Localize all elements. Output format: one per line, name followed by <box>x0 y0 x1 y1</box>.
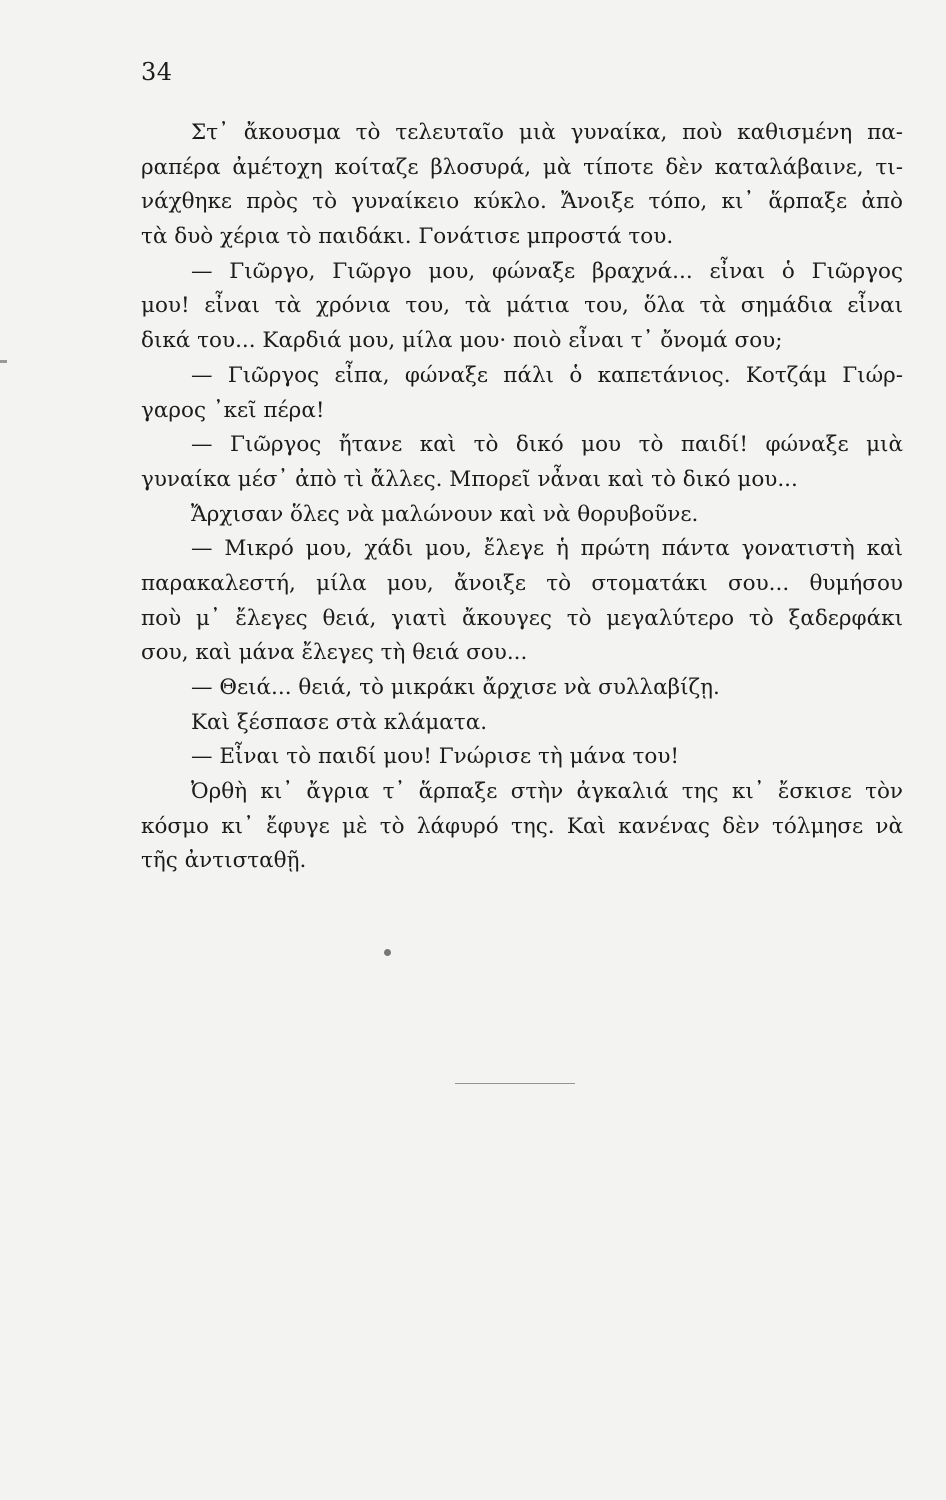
text-line: τὰ δυὸ χέρια τὸ παιδάκι. Γονάτισε μπροστά του. <box>141 224 674 250</box>
text-line: Καὶ ξέσπασε στὰ κλάματα. <box>191 709 488 735</box>
text-line: Ἄρχισαν ὅλες νὰ μαλώνουν καὶ νὰ θορυβοῦνε. <box>191 501 699 527</box>
text-line: κόσμο κι᾿ ἔφυγε μὲ τὸ λάφυρό της. Καὶ κανένας δὲν τόλμησε νὰ <box>141 813 903 839</box>
bleed-through-rule <box>455 1083 575 1084</box>
text-line: γυναίκα μέσ᾿ ἀπὸ τὶ ἄλλες. Μπορεῖ νἆναι καὶ τὸ δικό μου... <box>141 466 798 492</box>
text-line: νάχθηκε πρὸς τὸ γυναίκειο κύκλο. Ἄνοιξε τόπο, κι᾿ ἅρπαξε ἀπὸ <box>141 189 903 215</box>
body-text <box>141 116 903 879</box>
text-line: — Μικρό μου, χάδι μου, ἔλεγε ἡ πρώτη πάντα γονατιστὴ καὶ <box>191 536 903 562</box>
text-line: ραπέρα ἀμέτοχη κοίταζε βλοσυρά, μὰ τίποτε δὲν καταλάβαινε, τι- <box>141 154 903 180</box>
text-line: — Γιῶργο, Γιῶργο μου, φώναξε βραχνά... εἶναι ὁ Γιῶργος <box>191 258 903 284</box>
text-line: — Γιῶργος εἶπα, φώναξε πάλι ὁ καπετάνιος. Κοτζάμ Γιώρ- <box>191 362 903 388</box>
text-line: — Γιῶργος ἤτανε καὶ τὸ δικό μου τὸ παιδί! φώναξε μιὰ <box>191 432 903 458</box>
text-line: Στ᾿ ἄκουσμα τὸ τελευταῖο μιὰ γυναίκα, ποὺ καθισμένη πα- <box>191 120 903 145</box>
text-line: ποὺ μ᾿ ἔλεγες θειά, γιατὶ ἄκουγες τὸ μεγαλύτερο τὸ ξαδερφάκι <box>141 605 903 631</box>
edge-mark <box>0 360 7 363</box>
text-line: — Θειά... θειά, τὸ μικράκι ἄρχισε νὰ συλλαβίζῃ. <box>191 675 720 700</box>
text-line: τῆς ἀντισταθῇ. <box>141 848 307 874</box>
text-line: σου, καὶ μάνα ἔλεγες τὴ θειά σου... <box>141 640 528 666</box>
text-line: παρακαλεστή, μίλα μου, ἄνοιξε τὸ στοματάκι σου... θυμήσου <box>141 570 903 596</box>
ink-dot <box>384 949 391 956</box>
text-line: δικά του... Καρδιά μου, μίλα μου· ποιὸ εἶναι τ᾿ ὄνομά σου; <box>141 328 783 354</box>
text-line: — Εἶναι τὸ παιδί μου! Γνώρισε τὴ μάνα του! <box>191 744 680 770</box>
text-line: μου! εἶναι τὰ χρόνια του, τὰ μάτια του, ὅλα τὰ σημάδια εἶναι <box>141 293 903 319</box>
text-line: Ὀρθὴ κι᾿ ἄγρια τ᾿ ἅρπαξε στὴν ἀγκαλιά της κι᾿ ἔσκισε τὸν <box>191 779 903 805</box>
page-number: 34 <box>141 58 173 86</box>
text-line: γαρος ᾿κεῖ πέρα! <box>141 397 325 423</box>
